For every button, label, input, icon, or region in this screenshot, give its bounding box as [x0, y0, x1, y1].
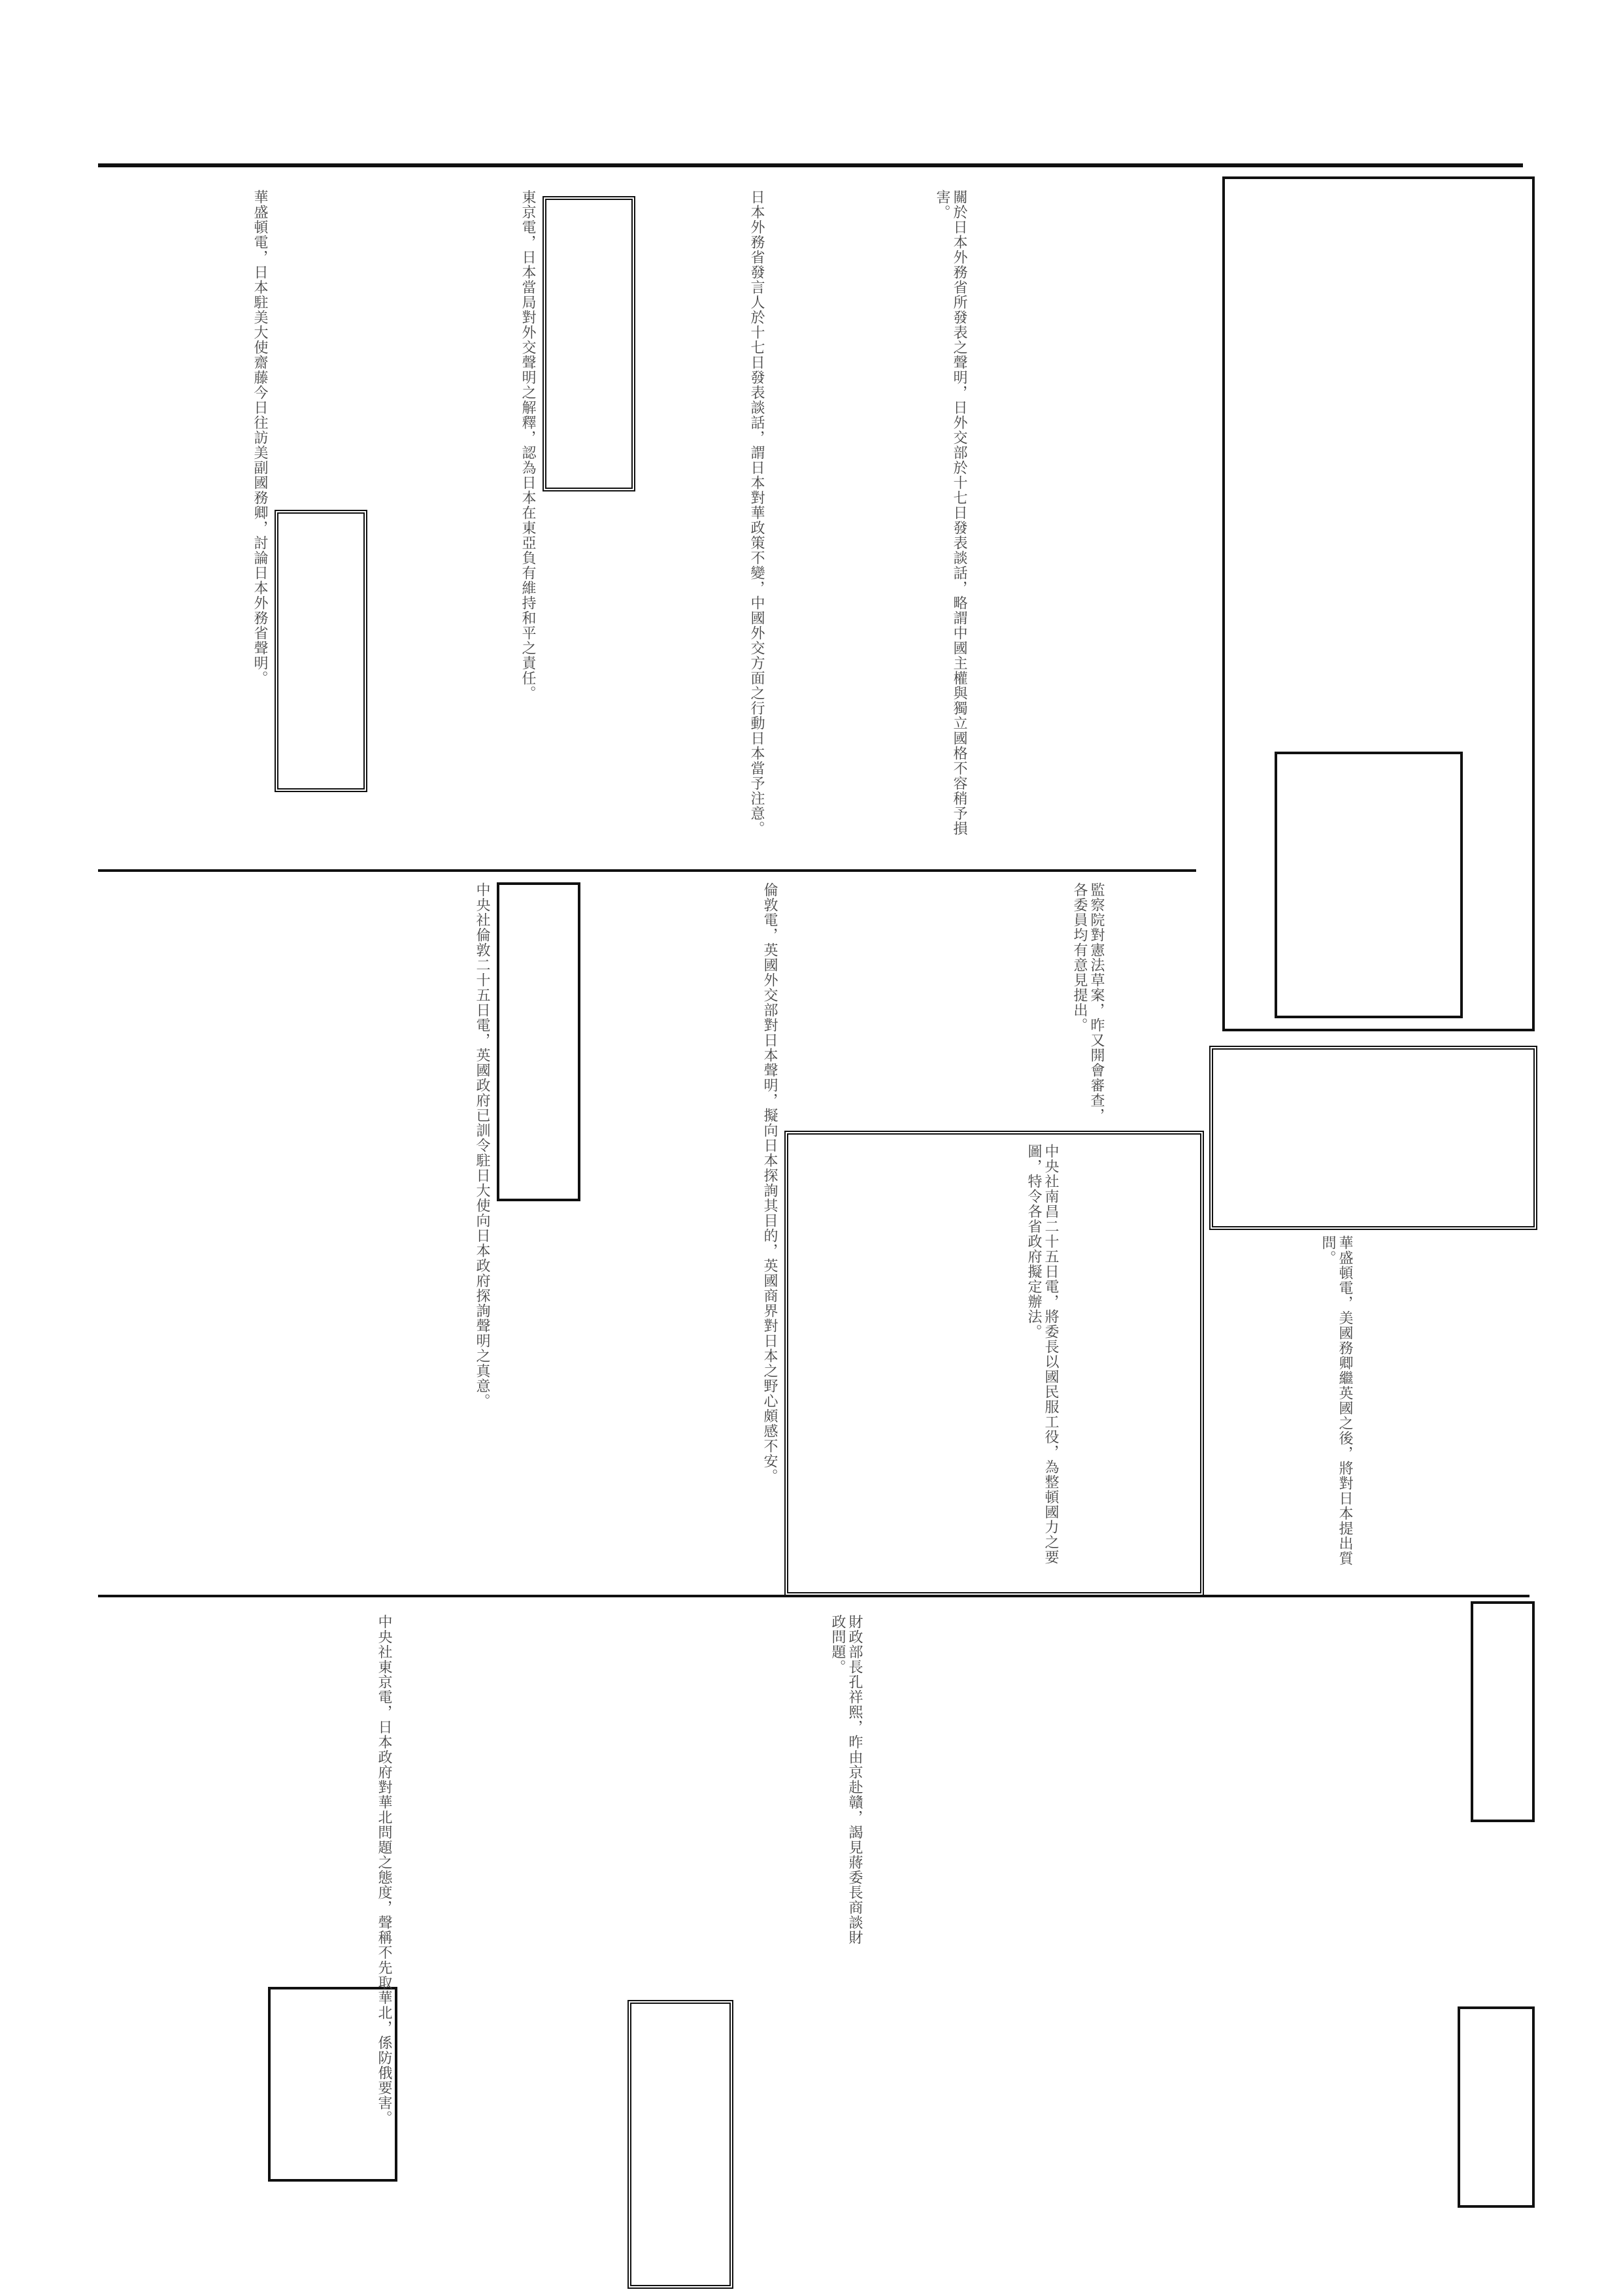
gov-order-box — [1471, 1601, 1535, 1822]
draft-body: 監察院對憲法草案，昨又開會審查，各委員均有意見提出。 — [1071, 882, 1105, 1123]
labor-body: 中央社南昌二十五日電，將委長以國民服工役，為整頓國力之要圖，特令各省政府擬定辦法。 — [1026, 1144, 1059, 1565]
us-body: 華盛頓電，美國務卿繼英國之後，將對日本提出質問。 — [1320, 1235, 1353, 1566]
lower-left-body: 中央社東京電，日本政府對華北問題之態度，聲稱不先取華北，係防俄要害。 — [376, 1614, 392, 2125]
yearbook-reprint-box — [1275, 752, 1463, 1018]
divider-upper — [98, 869, 1196, 872]
inquiry-story-box — [497, 882, 580, 1201]
kung-body: 財政部長孔祥熙，昨由京赴贛，謁見蔣委長商談財政問題。 — [829, 1614, 863, 1945]
saito-story-body: 華盛頓電，日本駐美大使齋藤今日往訪美副國務卿，討論日本外務省聲明。 — [252, 190, 268, 686]
bookstore-ad — [1209, 1046, 1537, 1230]
japan-story-body-2: 東京電，日本當局對外交聲明之解釋，認為日本在東亞負有維持和平之責任。 — [520, 190, 536, 701]
japan-story-box — [543, 196, 635, 491]
liaoning-box — [627, 2000, 733, 2289]
masthead — [98, 92, 1523, 167]
saito-story-box — [275, 510, 367, 792]
inquiry-body-2: 中央社倫敦二十五日電，英國政府已訓令駐日大使向日本政府探詢聲明之真意。 — [474, 882, 490, 1408]
japan-story-body: 日本外務省發言人於十七日發表談話，謂日本對華政策不變，中國外交方面之行動日本當予注意。 — [748, 190, 765, 836]
divider-middle — [98, 1595, 1529, 1597]
main-story-body: 關於日本外務省所發表之聲明，日外交部於十七日發表談話，略謂中國主權與獨立國格不容稍予損害。 — [934, 190, 967, 836]
inquiry-body: 倫敦電，英國外交部對日本聲明，擬向日本探詢其目的，英國商界對日本之野心頗感不安。 — [761, 882, 778, 1484]
youji-box — [1458, 2006, 1535, 2208]
